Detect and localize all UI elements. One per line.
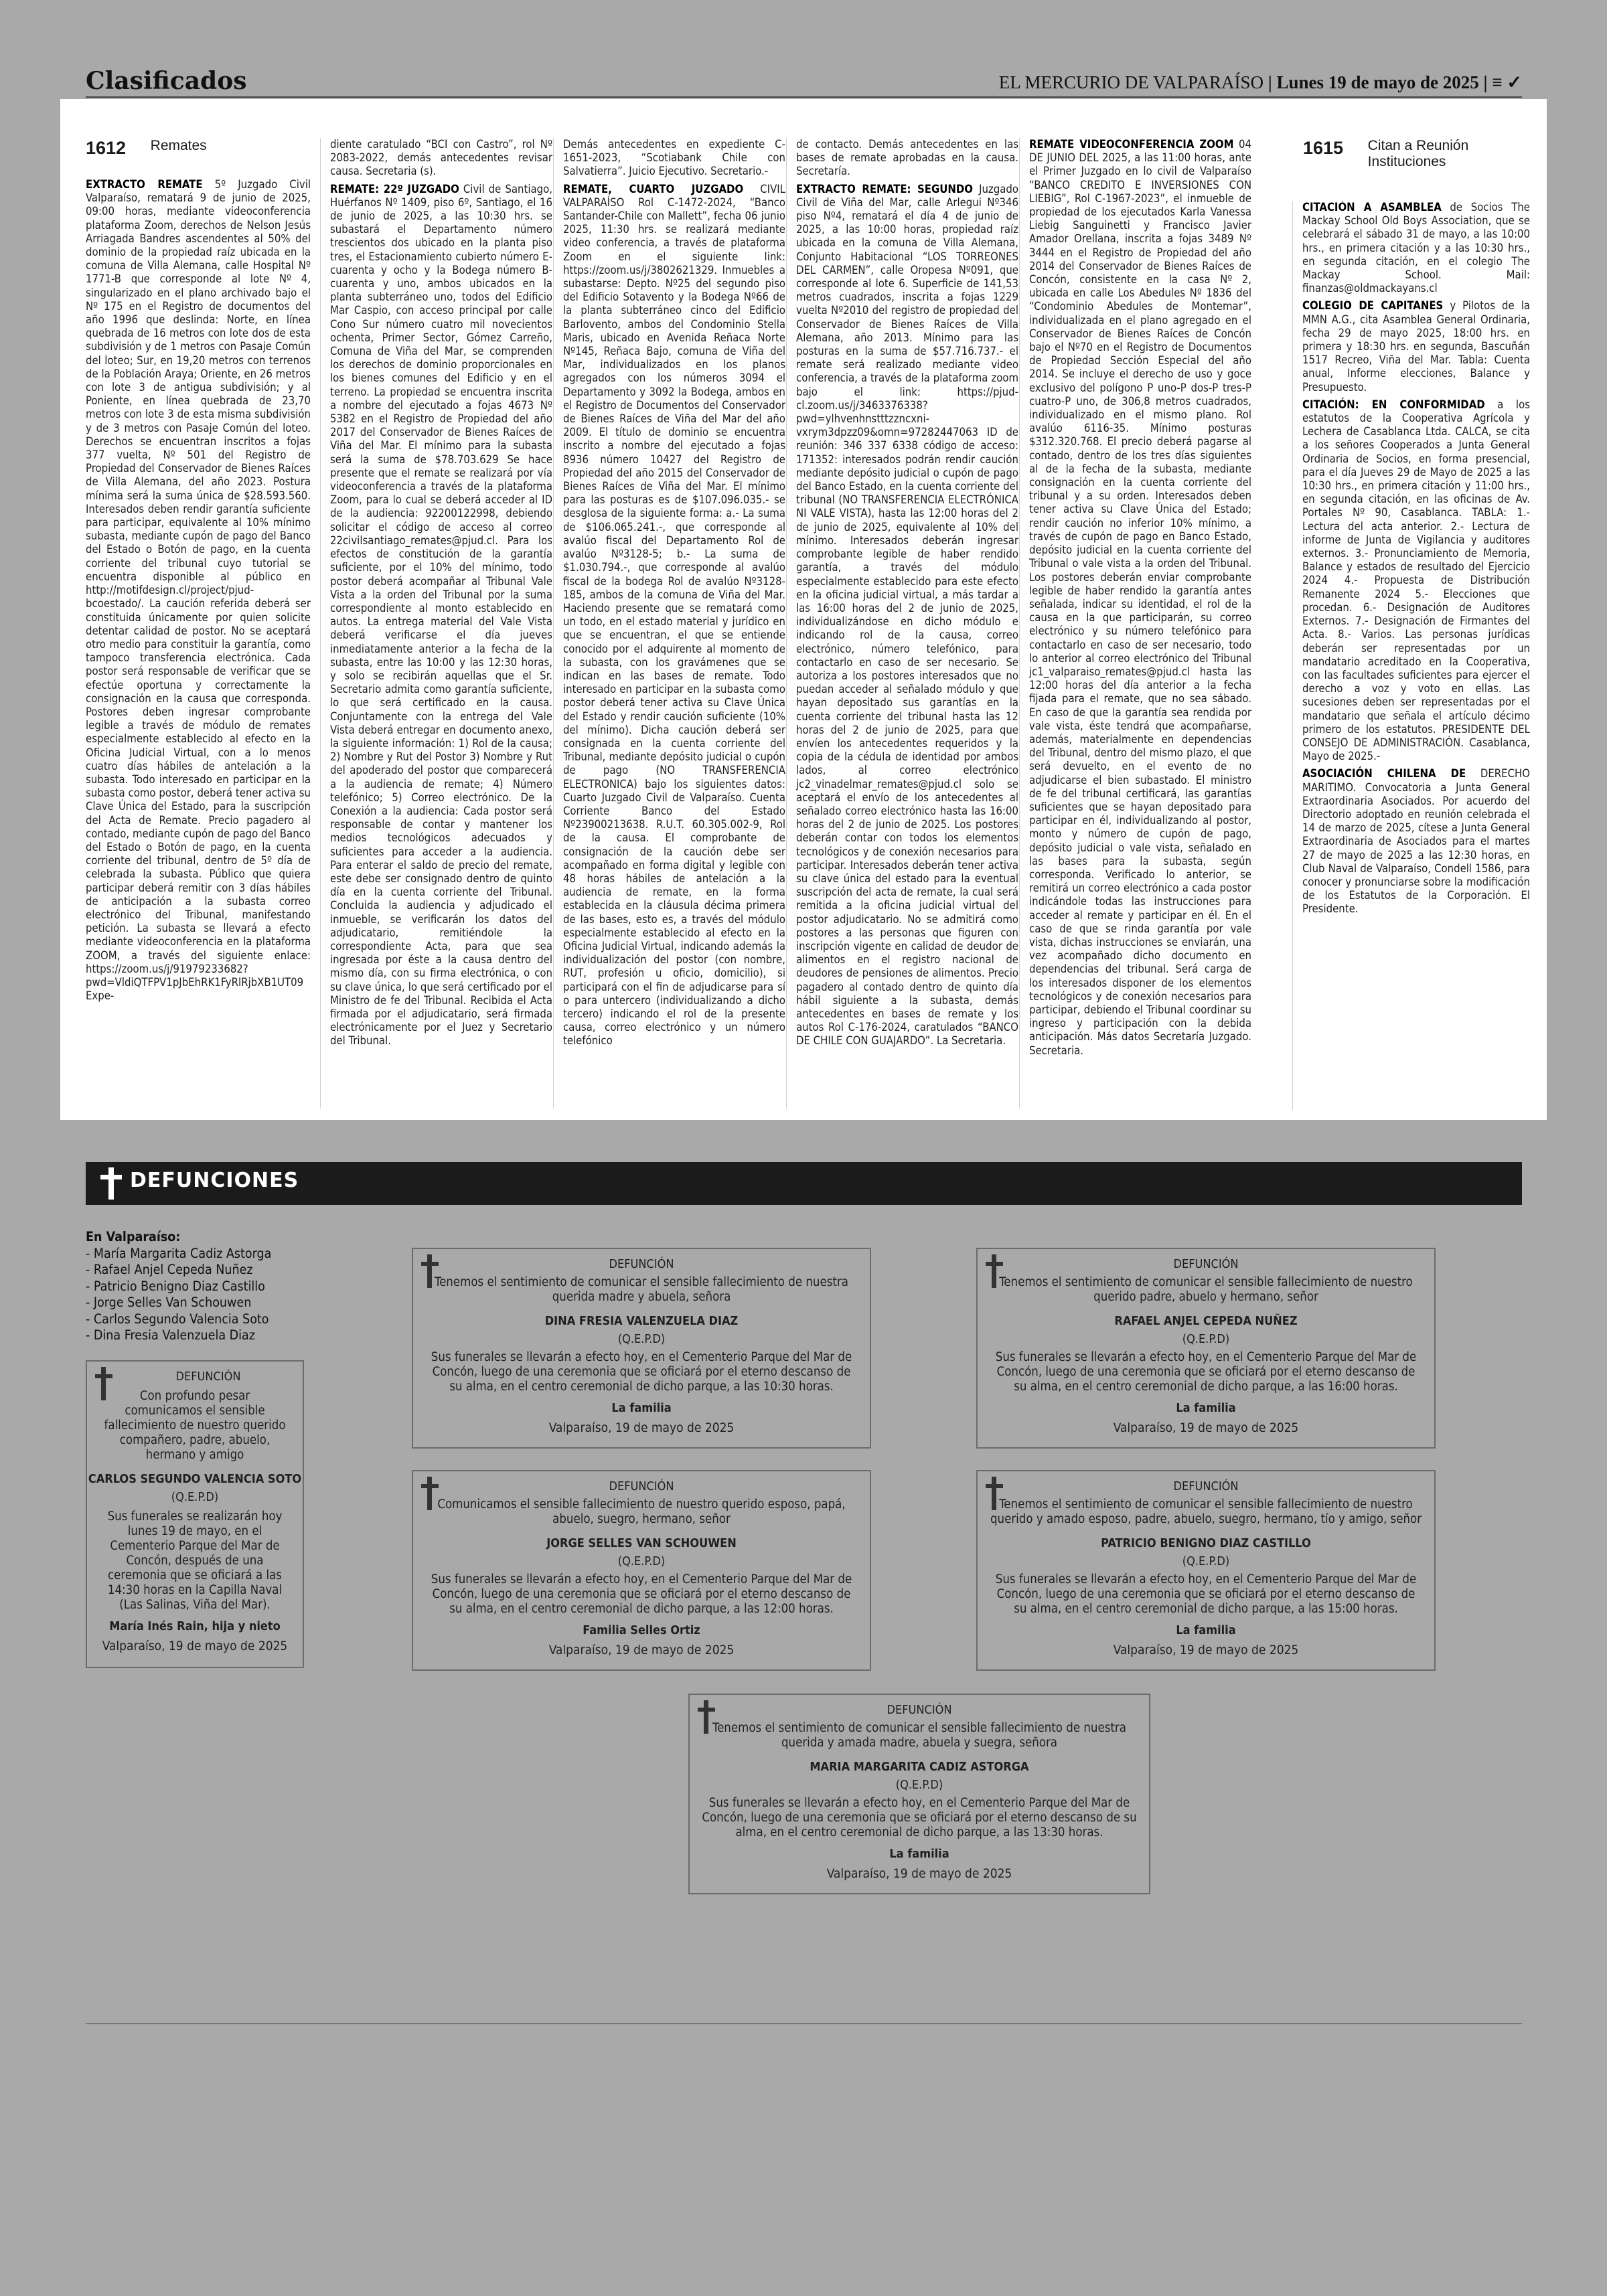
rubro-1615 <box>1303 138 1524 167</box>
family-signature: La familia <box>1176 1401 1236 1415</box>
deceased-fullname: DINA FRESIA VALENZUELA DIAZ <box>544 1314 739 1328</box>
family-signature: Familia Selles Ortiz <box>583 1623 700 1637</box>
notice-lead: Tenemos el sentimiento de comunicar el sensible fallecimiento de nuestra querida madre y abuela, señora <box>435 1275 848 1304</box>
ad-body: Juzgado Civil de Viña del Mar, calle Arlegui Nº346 piso Nº4, rematará el día 4 de junio de 2025, a las 10:00 horas, propiedad raíz ubicada en la comuna de Villa Alemana, Conjunto Habitacional “LOS TORREONES DEL CARMEN”, calle Oropesa Nº091, que corresponde al lote 6. Superficie de 141,53 metros cuadrados, inscrita a fojas 1229 vuelta Nº2010 del registro de propiedad del Conservador de Bienes Raíces de Villa Alemana, año 2013. Mínimo para las posturas en la suma de $57.716.737.- el remate será realizado mediante video conferencia, a través de la plataforma zoom bajo el link: https://pjud-cl.zoom.us/j/3463376338?pwd=ylhvenhnstttzzncxni-vxrym3dpzz09&omn=97282447063 ID de reunión: 346 337 6338 código de acceso: 171352: interesados podrán rendir caución mediante depósito judicial o cupón de pago del Banco Estado, en la cuenta corriente del tribunal (NO TRANSFERENCIA ELECTRÓNICA NI VALE VISTA), hasta las 12:00 horas del 2 de junio de 2025, equivalente al 10% del mínimo. Interesados deberán ingresar comprobante legible de haber rendido garantía, a través del módulo especialmente establecido para este efecto en la oficina judicial virtual, a más tardar a las 16:00 horas del 2 de junio de 2025, individualizándose en dicho módulo e indicando rol de la causa, correo electrónico, número telefónico, para contactarlo en caso de ser necesario. Se autoriza a los postores interesados que no puedan acceder al señalado módulo y que hayan depositado sus garantías en la cuenta corriente del tribunal hasta las 12 horas del 2 de junio de 2025, para que envíen los antecedentes requeridos y la copia de la cédula de identidad por ambos lados, al correo electrónico jc2_vinadelmar_remates@pjud.cl solo se aceptará el envío de los antecedentes al señalado correo electrónico hasta las 16:00 horas del 2 de junio de 2025. Los postores deberán contar con todos los elementos tecnológicos y de conexión necesarios para participar. Interesados deberán tener activa su clave única del estado para la eventual suscripción del acta de remate, la cual será remitida a la oficina judicial virtual del postor adjudicatario. No se admitirá como postores a las personas que figuren con inscripción vigente en calidad de deudor de alimentos en el registro nacional de deudores de pensiones de alimentos. Precio pagadero al contado dentro de quinto día hábil siguiente a la subasta, demás antecedentes en bases de remate y los autos Rol C-176-2024, caratulados “BANCO DE CHILE CON GUAJARDO”. La Secretaria. <box>796 182 1018 1048</box>
classified-ad <box>796 183 1018 1048</box>
notice-lead: Con profundo pesar comunicamos el sensible fallecimiento de nuestro querido compañero, padre, abuelo, hermano y amigo <box>104 1389 286 1462</box>
masthead: EL MERCURIO DE VALPARAÍSO | Lunes 19 de mayo de 2025 | ≡ ✓ <box>998 72 1522 92</box>
ad-heading: REMATE: 22º JUZGADO <box>330 182 459 195</box>
ad-body: Demás antecedentes en expediente C-1651-2023, “Scotiabank Chile con Salvatierra”. Juicio Ejecutivo. Secretario.- <box>563 138 785 178</box>
qepd-label: (Q.E.P.D) <box>1182 1332 1230 1346</box>
column-6 <box>1292 201 1530 1110</box>
rubro-name: Remates <box>150 138 207 153</box>
family-signature: La familia <box>889 1847 949 1861</box>
ad-heading: CITACIÓN: EN CONFORMIDAD <box>1302 398 1485 411</box>
classified-ad <box>1029 138 1251 1058</box>
qepd-label: (Q.E.P.D) <box>1182 1554 1230 1568</box>
header-rule <box>86 96 1522 98</box>
issue-date: Lunes 19 de mayo de 2025 <box>1276 72 1479 92</box>
notice-date: Valparaíso, 19 de mayo de 2025 <box>826 1866 1012 1881</box>
deceased-fullname: RAFAEL ANJEL CEPEDA NUÑEZ <box>1114 1314 1298 1328</box>
classified-ad <box>1302 201 1530 295</box>
classified-ad <box>330 138 552 179</box>
obituary-notice <box>976 1248 1436 1449</box>
ad-heading: REMATE VIDEOCONFERENCIA ZOOM <box>1029 138 1234 151</box>
column-2 <box>320 138 552 1109</box>
notice-date: Valparaíso, 19 de mayo de 2025 <box>1113 1420 1299 1435</box>
column-3 <box>553 138 785 1109</box>
header-marks: | ≡ ✓ <box>1483 72 1522 92</box>
rubro-name: Citan a Reunión Instituciones <box>1367 138 1469 169</box>
cross-icon <box>695 1699 718 1735</box>
notice-lead: Comunicamos el sensible fallecimiento de nuestro querido esposo, papá, abuelo, suegro, hermano, señor <box>437 1497 846 1526</box>
obituary-notice <box>86 1360 304 1668</box>
classified-ad <box>563 183 785 1048</box>
classifieds-sheet <box>60 99 1547 1120</box>
cross-icon <box>418 1475 441 1511</box>
defunciones-banner <box>86 1162 1522 1205</box>
ad-body: de contacto. Demás antecedentes en las bases de remate aprobadas en la causa. Secretaría. <box>796 138 1018 178</box>
deceased-name: - María Margarita Cadiz Astorga <box>86 1245 272 1261</box>
cross-icon <box>95 1166 127 1201</box>
rubro-1612 <box>86 138 207 167</box>
rubro-number: 1615 <box>1303 138 1344 158</box>
family-signature: La familia <box>611 1401 672 1415</box>
notice-date: Valparaíso, 19 de mayo de 2025 <box>548 1420 735 1435</box>
column-5 <box>1019 138 1251 1109</box>
rubro-number: 1612 <box>86 138 127 158</box>
deceased-fullname: CARLOS SEGUNDO VALENCIA SOTO <box>88 1472 302 1486</box>
ad-heading: REMATE, CUARTO JUZGADO <box>563 182 744 195</box>
notice-title: DEFUNCIÓN <box>609 1479 674 1493</box>
valparaiso-label: En Valparaíso: <box>86 1229 181 1244</box>
column-1 <box>86 178 311 1110</box>
ad-heading: COLEGIO DE CAPITANES <box>1302 299 1444 313</box>
notice-date: Valparaíso, 19 de mayo de 2025 <box>1113 1643 1299 1657</box>
ad-body: CIVIL VALPARAÍSO Rol C-1472-2024, “Banco Santander-Chile con Mallett”, fecha 06 junio 2025, 11:30 hrs. se realizará mediante video conferencia, a través de plataforma Zoom en el siguiente link: https://zoom.us/j/3802621329. Inmuebles a subastarse: Depto. Nº25 del segundo piso del Edificio Sotavento y la Bodega Nº66 de la planta subterráneo cinco del Edificio Barlovento, ambos del Condominio Stella Maris, ubicado en Avenida Reñaca Norte Nº145, Reñaca Bajo, comuna de Viña del Mar, individualizados en los planos agregados con los números 3094 el Departamento y 3092 la Bodega, ambos en el Registro de Documentos del Conservador de Bienes Raíces de Viña del Mar del año 2009. El título de dominio se encuentra inscrito a nombre del ejecutado a fojas 8936 número 10427 del Registro de Propiedad del año 2015 del Conservador de Bienes Raíces de Viña del Mar. El mínimo para las posturas es de $107.096.035.- se desglosa de la siguiente forma: a.- La suma de $106.065.241.-, que corresponde al avalúo fiscal del Departamento Rol de avalúo Nº3128-5; b.- La suma de $1.030.794.-, que corresponde al avalúo fiscal de la bodega Rol de avalúo Nº3128-185, ambos de la comuna de Viña del Mar. Haciendo presente que se rematará como un todo, en el estado material y jurídico en que se encuentran, el que se entiende conocido por el adquirente al momento de la subasta, con los gravámenes que se indican en las bases de remate. Todo interesado en participar en la subasta como postor deberá tener activa su Clave Única del Estado y rendir caución suficiente (10% del mínimo). Dicha caución deberá ser consignada en la cuenta corriente del Tribunal, mediante depósito judicial o cupón de pago (NO TRANSFERENCIA ELECTRONICA) bajo los siguientes datos: Cuarto Juzgado Civil de Valparaíso. Cuenta Corriente Banco del Estado Nº23900213638. R.U.T. 60.305.002-9, Rol de la causa. El comprobante de consignación de la caución debe ser acompañado en forma digital y legible con 48 horas hábiles de antelación a la audiencia de remate, en la forma establecida en la cláusula décima primera de las bases, esto es, a través del módulo especialmente establecido al efecto en la Oficina Judicial Virtual, indicando además la individualización del postor (con nombre, RUT, profesión u oficio, domicilio), si participará con el fin de adjudicarse para sí o para untercero (individualizando a dicho tercero) indicando el rol de la presente causa, correo electrónico y un número telefónico <box>563 182 785 1048</box>
classified-ad <box>796 138 1018 179</box>
deceased-fullname: JORGE SELLES VAN SCHOUWEN <box>546 1536 737 1550</box>
ad-body: 04 DE JUNIO DEL 2025, a las 11:00 horas, ante el Primer Juzgado en lo civil de Valparaíso “BANCO CREDITO E INVERSIONES CON LIEBIG”, Rol C-1967-2023”, el inmueble de propiedad de los ejecutados Karla Vanessa Liebig Sanguinetti y Francisco Javier Amador Orellana, inscrita a fojas 3489 Nº 3444 en el Registro de Propiedad del año 2014 del Conservador de Bienes Raíces de Concón, consistente en la casa Nº 2, ubicada en calle Los Abedules Nº 1836 del “Condominio Abedules de Montemar”, individualizada en el plano agregado en el Conservador de Bienes Raíces de Concón bajo el Nº70 en el Registro de Documentos de Propiedad Sección Especial del año 2014. Se incluye el derecho de uso y goce exclusivo del polígono P uno-P dos-P tres-P cuatro-P uno, de 306,8 metros cuadrados, individualizado en el mismo plano. Rol avalúo 6116-35. Mínimo posturas $312.320.768. El precio deberá pagarse al contado, dentro de los tres días siguientes al de la fecha de la subasta, mediante consignación en la cuenta corriente del tribunal y a su orden. Interesados deben tener activa su Clave Única del Estado; rendir caución no inferior 10% mínimo, a través de cupón de pago en Banco Estado, depósito judicial en la cuenta corriente del Tribunal o vale vista a la orden del Tribunal. Los postores deberán enviar comprobante legible de haber rendido la garantía antes señalada, indicar su identidad, el rol de la causa en la que participarán, su correo electrónico y su número telefónico para contactarlo en caso de ser necesario, todo lo anterior al correo electrónico del Tribunal jc1_valparaiso_remates@pjud.cl hasta las 12:00 horas del día anterior a la fecha fijada para el remate, que no sea sábado. En caso de que la garantía sea rendida por vale vista, éste tendrá que acompañarse, además, materialmente en dependencias del Tribunal, dentro del mismo plazo, el que será devuelto, en el evento de no adjudicarse el bien subastado. El ministro de fe del tribunal certificará, las garantías suficientes que se hayan depositado para participar en él, individualizando al postor, monto y número de cupón de pago, depósito judicial o vale vista, señalado en las bases para la subasta, según corresponda. Verificado lo anterior, se remitirá un correo electrónico a cada postor indicándole todas las instrucciones para acceder al remate y participar en él. En el caso de que se rinda garantía por vale vista, dichas instrucciones se enviarán, una vez acompañado dicho documento en dependencias del tribunal. Será carga de los interesados disponer de los elementos tecnológicos y de conexión necesarios para participar, debiendo el Tribunal coordinar su ingreso y participación con la debida anticipación. Más datos Secretaría Juzgado. Secretaria. <box>1029 138 1251 1057</box>
cross-icon <box>92 1366 115 1402</box>
paper-name: EL MERCURIO DE VALPARAÍSO <box>998 72 1264 92</box>
notice-lead: Tenemos el sentimiento de comunicar el sensible fallecimiento de nuestro querido padre, abuelo y hermano, señor <box>999 1275 1413 1304</box>
valparaiso-list <box>86 1229 271 1344</box>
page-header <box>86 67 1522 98</box>
ad-body: diente caratulado “BCI con Castro”, rol Nº 2083-2022, demás antecedentes revisar causa. Secretaria (s). <box>330 138 552 178</box>
footer-rule <box>86 2023 1522 2024</box>
cross-icon <box>983 1475 1006 1511</box>
notice-title: DEFUNCIÓN <box>609 1257 674 1271</box>
obituary-notice <box>976 1470 1436 1671</box>
ad-body: y Pilotos de la MMN A.G., cita Asamblea General Ordinaria, fecha 29 de mayo 2025, 18:00 hrs. en primera y 18:30 hrs. en segunda, Bascuñán 1517 Recreo, Viña del Mar. Tabla: Cuenta anual, Informe elecciones, Balance y Presupuesto. <box>1302 299 1530 394</box>
classified-ad <box>86 178 311 1003</box>
classified-ad <box>563 138 785 179</box>
family-signature: María Inés Rain, hija y nieto <box>109 1619 281 1633</box>
deceased-name: - Rafael Anjel Cepeda Nuñez <box>86 1262 253 1277</box>
deceased-name: - Carlos Segundo Valencia Soto <box>86 1311 269 1327</box>
notice-date: Valparaíso, 19 de mayo de 2025 <box>102 1639 288 1653</box>
ad-body: DERECHO MARITIMO. Convocatoria a Junta General Extraordinaria Asociados. Por acuerdo del Directorio adoptado en reunión celebrada el 14 de marzo de 2025, cítese a Junta General Extraordinaria de Asociados para el martes 27 de mayo de 2025 a las 12:30 horas, en Club Naval de Valparaíso, Condell 1586, para conocer y pronunciarse sobre la modificación de los Estatutos de la Corporación. El Presidente. <box>1302 767 1530 916</box>
qepd-label: (Q.E.P.D) <box>171 1490 219 1504</box>
notice-lead: Tenemos el sentimiento de comunicar el sensible fallecimiento de nuestro querido y amado esposo, padre, abuelo, suegro, hermano, tío y amigo, señor <box>990 1497 1422 1526</box>
deceased-name: - Dina Fresia Valenzuela Diaz <box>86 1327 256 1343</box>
funeral-details: Sus funerales se llevarán a efecto hoy, en el Cementerio Parque del Mar de Concón, luego de una ceremonia que se oficiará por el eterno descanso de su alma, en el centro ceremonial de dicho parque, a las 13:30 horas. <box>702 1796 1137 1839</box>
funeral-details: Sus funerales se llevarán a efecto hoy, en el Cementerio Parque del Mar de Concón, luego de una ceremonia que se oficiará por el eterno descanso de su alma, en el centro ceremonial de dicho parque, a las 12:00 horas. <box>431 1572 852 1616</box>
qepd-label: (Q.E.P.D) <box>895 1778 943 1792</box>
obituary-notice <box>688 1694 1150 1894</box>
notice-date: Valparaíso, 19 de mayo de 2025 <box>548 1643 735 1657</box>
section-title: Clasificados <box>86 67 247 95</box>
funeral-details: Sus funerales se llevarán a efecto hoy, en el Cementerio Parque del Mar de Concón, luego de una ceremonia que se oficiará por el eterno descanso de su alma, en el centro ceremonial de dicho parque, a las 16:00 horas. <box>995 1350 1417 1394</box>
ad-body: Civil de Santiago, Huérfanos Nº 1409, piso 6º, Santiago, el 16 de junio de 2025, a las 10:30 hrs. se subastará el Departamento número trescientos dos ubicado en la planta piso tres, el Estacionamiento cubierto número E-cuarenta y ocho y la Bodega número B-cuarenta y uno, ambos ubicados en la planta subterráneo uno, todos del Edificio Mar Caspio, con acceso principal por calle Cono Sur número cuatro mil novecientos ochenta, Primer Sector, Gómez Carreño, Comuna de Viña del Mar, se comprenden los derechos de dominio proporcionales en los bienes comunes del Edificio y en el terreno. La propiedad se encuentra inscrita a nombre del ejecutado a fojas 4673 Nº 5382 en el Registro de Propiedad del año 2017 del Conservador de Bienes Raíces de Viña del Mar. El mínimo para la subasta será la suma de $78.703.629 Se hace presente que el remate se realizará por vía videoconferencia a través de la plataforma Zoom, para lo cual se deberá acceder al ID de la audiencia: 92200122998, debiendo solicitar el código de acceso al correo 22civilsantiago_remates@pjud.cl. Para los efectos de constitución de la garantía suficiente, por el 10% del mínimo, todo postor deberá acompañar al Tribunal Vale Vista a la orden del Tribunal por la suma correspondiente al monto establecido en autos. La entrega material del Vale Vista deberá verificarse el día jueves inmediatamente anterior a la fecha de la subasta, entre las 10:00 y las 12:30 horas, y solo se recibirán aquellas que el Sr. Secretario admita como garantía suficiente, lo que será certificado en la causa. Conjuntamente con la entrega del Vale Vista deberá entregar en documento anexo, la siguiente información: 1) Rol de la causa; 2) Nombre y Rut del Postor 3) Nombre y Rut del apoderado del postor que comparecerá a la audiencia de remate; 4) Número telefónico; 5) Correo electrónico. De la Conexión a la audiencia: Cada postor será responsable de contar y mantener los medios tecnológicos adecuados y suficientes para acceder a la audiencia. Para enterar el saldo de precio del remate, este debe ser consignado dentro de quinto día en la cuenta corriente del Tribunal. Concluida la audiencia y adjudicado el inmueble, se verificarán los datos del adjudicatario, remitiéndole la correspondiente Acta, para que sea ingresada por éste a la causa dentro del mismo día, con su firma electrónica, o con su clave única, lo que será certificado por el Ministro de fe del Tribunal. Recibida el Acta firmada por el adjudicatario, será firmada electrónicamente por el Juez y Secretario del Tribunal. <box>330 182 552 1048</box>
ad-heading: ASOCIACIÓN CHILENA DE <box>1302 767 1466 781</box>
cross-icon <box>418 1253 441 1289</box>
family-signature: La familia <box>1176 1623 1236 1637</box>
ad-body: de Socios The Mackay School Old Boys Association, que se celebrará el sábado 31 de mayo, a las 10:00 hrs., en primera citación y a las 10:30 hrs., en segunda citación, en el colegio The Mackay School. Mail: finanzas@oldmackayans.cl <box>1302 201 1530 295</box>
ad-body: 5º Juzgado Civil Valparaíso, rematará 9 de junio de 2025, 09:00 horas, mediante videoconferencia plataforma Zoom, derechos de Nelson Jesús Arriagada Bandres ascendentes al 50% del dominio de la propiedad raíz ubicada en la comuna de Villa Alemana, calle Hospital Nº 1771-B que corresponde al lote Nº 4, singularizado en el plano archivado bajo el Nº 175 en el Registro de documentos del año 1996 que deslinda: Norte, en línea quebrada de 16 metros con lote dos de esta subdivisión y de 1 metros con Pasaje Común del loteo; Sur, en 19,20 metros con terrenos de la Población Araya; Oriente, en 26 metros con lote 3 de antigua subdivisión; y al Poniente, en línea quebrada de 23,70 metros con lote 3 de esta misma subdivisión y de 3 metros con Pasaje Común del loteo. Derechos se encuentran inscritos a fojas 377 vuelta, Nº 501 del Registro de Propiedad del Conservador de Bienes Raíces de Villa Alemana, del año 2023. Postura mínima será la suma única de $28.593.560. Interesados deben rendir garantía suficiente para participar, equivalente al 10% mínimo subasta, mediante cupón de pago del Banco del Estado o Botón de pago, en la cuenta corriente del tribunal cuyo tutorial se encuentra disponible al público en http://motifdesign.cl/project/pjud-bcoestado/. La caución referida deberá ser constituida únicamente por quien solicite detentar calidad de postor. No se aceptará otro medio para constituir la garantía, como tampoco transferencia electrónica. Cada postor será responsable de verificar que se efectúe oportuna y correctamente la consignación en la causa que corresponda. Postores deben ingresar comprobante legible a través de módulo de remates especialmente establecido al efecto en la Oficina Judicial Virtual, con a lo menos cuatro días hábiles de antelación a la subasta. Todo interesado en participar en la subasta como postor, deberá tener activa su Clave Única del Estado, para la suscripción del Acta de Remate. Precio pagadero al contado, mediante cupón de pago del Banco del Estado o Botón de pago, en la cuenta corriente del tribunal, dentro de 5º día de celebrada la subasta. Público que quiera participar deberá remitir con 3 días hábiles de anticipación a la subasta correo electrónico del Tribunal, manifestando petición. La subasta se llevará a efecto mediante videoconferencia en la plataforma ZOOM, a través del siguiente enlace: https://zoom.us/j/91979233682?pwd=VldiQTFPV1pJbEhRK1FyRlRjbXB1UT09 Expe- <box>86 178 311 1003</box>
ad-heading: CITACIÓN A ASAMBLEA <box>1302 201 1442 214</box>
cross-icon <box>983 1253 1006 1289</box>
ad-heading: EXTRACTO REMATE: SEGUNDO <box>796 182 973 195</box>
notice-lead: Tenemos el sentimiento de comunicar el sensible fallecimiento de nuestra querida y amada madre, abuela y suegra, señora <box>712 1721 1126 1750</box>
obituary-notice <box>412 1470 871 1671</box>
qepd-label: (Q.E.P.D) <box>617 1332 666 1346</box>
classified-ad <box>1302 398 1530 763</box>
classified-ad <box>1302 299 1530 394</box>
classified-ad <box>330 183 552 1048</box>
notice-title: DEFUNCIÓN <box>175 1370 241 1384</box>
notice-title: DEFUNCIÓN <box>1173 1479 1239 1493</box>
funeral-details: Sus funerales se llevarán a efecto hoy, en el Cementerio Parque del Mar de Concón, luego de una ceremonia que se oficiará por el eterno descanso de su alma, en el centro ceremonial de dicho parque, a las 10:30 horas. <box>431 1350 852 1394</box>
ad-heading: EXTRACTO REMATE <box>86 178 203 191</box>
deceased-name: - Jorge Selles Van Schouwen <box>86 1295 252 1310</box>
defunciones-title: DEFUNCIONES <box>130 1169 299 1192</box>
qepd-label: (Q.E.P.D) <box>617 1554 666 1568</box>
funeral-details: Sus funerales se llevarán a efecto hoy, en el Cementerio Parque del Mar de Concón, luego de una ceremonia que se oficiará por el eterno descanso de su alma, en el centro ceremonial de dicho parque, a las 15:00 horas. <box>995 1572 1417 1616</box>
deceased-fullname: PATRICIO BENIGNO DIAZ CASTILLO <box>1101 1536 1311 1550</box>
column-4 <box>786 138 1018 1109</box>
obituary-notice <box>412 1248 871 1449</box>
funeral-details: Sus funerales se realizarán hoy lunes 19 de mayo, en el Cementerio Parque del Mar de Concón, después de una ceremonia que se oficiará a las 14:30 horas en la Capilla Naval (Las Salinas, Viña del Mar). <box>107 1509 283 1612</box>
deceased-name: - Patricio Benigno Diaz Castillo <box>86 1278 265 1294</box>
ad-body: a los estatutos de la Cooperativa Agrícola y Lechera de Casablanca Ltda. CALCA, se cita a los señores Cooperados a Junta General Ordinaria de Socios, en forma presencial, para el día Jueves 29 de Mayo de 2025 a las 10:30 hrs., en primera citación y 11:00 hrs., en segunda citación, en las oficinas de Av. Portales Nº 90, Casablanca. TABLA: 1.- Lectura del acta anterior. 2.- Lectura de informe de Junta de Vigilancia y auditores externos. 3.- Pronunciamiento de Memoria, Balance y estados de resultado del Ejercicio 2024 4.- Propuesta de Distribución Remanente 2024 5.- Elecciones que procedan. 6.- Designación de Auditores Externos. 7.- Designación de Firmantes del Acta. 8.- Varios. Las personas jurídicas deberán ser representadas por un mandatario acreditado en la Cooperativa, con las facultades suficientes para ejercer el derecho a voz y voto en ellas. Las sucesiones deben ser representadas por el mandatario que señala el artículo décimo primero de los estatutos. PRESIDENTE DEL CONSEJO DE ADMINISTRACIÓN. Casablanca, Mayo de 2025.- <box>1302 398 1530 763</box>
notice-title: DEFUNCIÓN <box>1173 1257 1239 1271</box>
classified-ad <box>1302 767 1530 916</box>
notice-title: DEFUNCIÓN <box>887 1703 952 1717</box>
deceased-fullname: MARIA MARGARITA CADIZ ASTORGA <box>810 1760 1029 1774</box>
